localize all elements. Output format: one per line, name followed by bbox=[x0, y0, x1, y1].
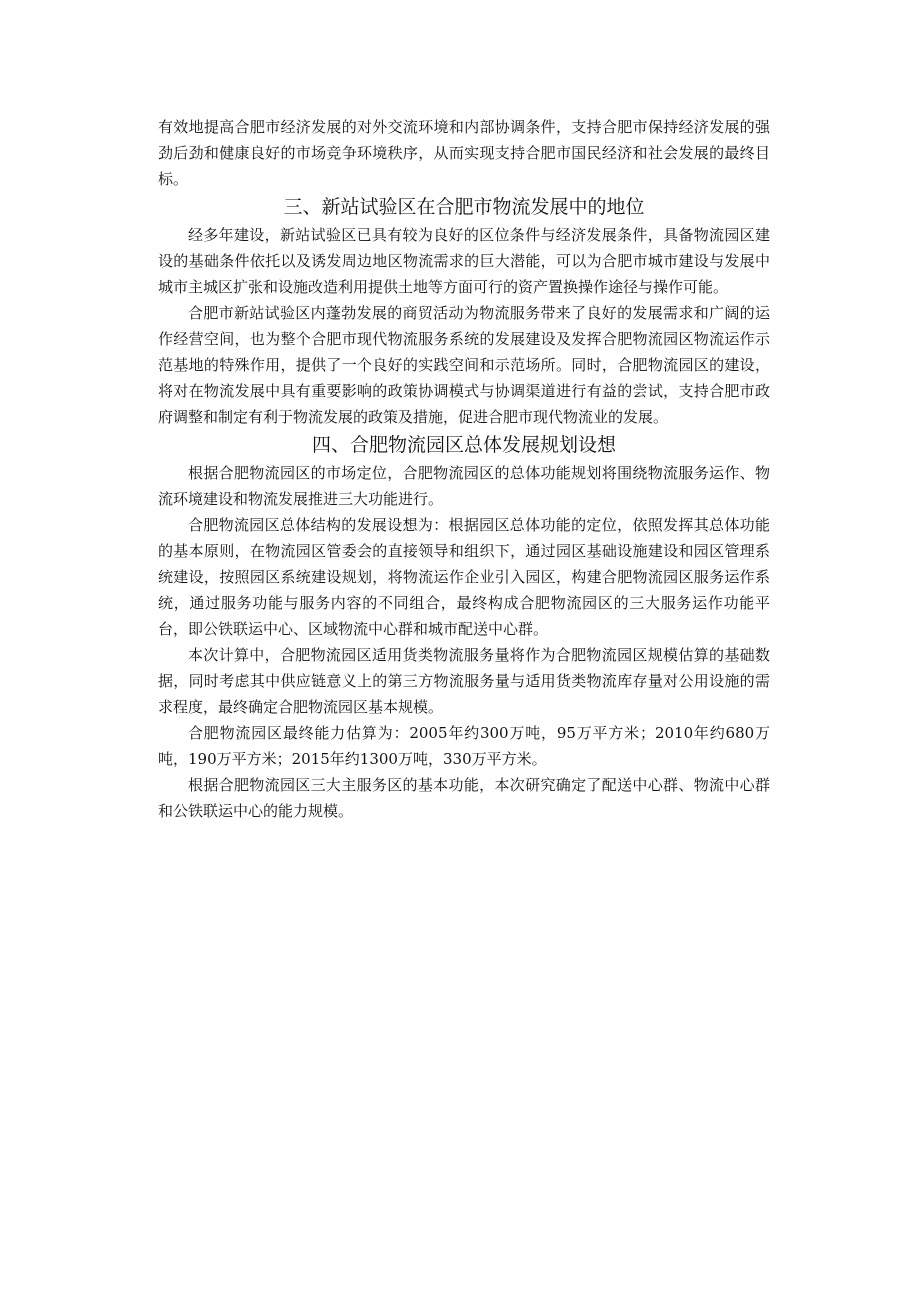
section-4-paragraph-1: 根据合肥物流园区的市场定位，合肥物流园区的总体功能规划将围绕物流服务运作、物流环境建设和物流发展推进三大功能进行。 bbox=[158, 464, 770, 508]
section-3-heading: 三、新站试验区在合肥市物流发展中的地位 bbox=[283, 196, 645, 218]
document-page bbox=[158, 114, 770, 824]
section-3-paragraph-2: 合肥市新站试验区内蓬勃发展的商贸活动为物流服务带来了良好的发展需求和广阔的运作经营空间，也为整个合肥市现代物流服务系统的发展建设及发挥合肥物流园区物流运作示范基地的特殊作用，提供了一个良好的实践空间和示范场所。同时，合肥物流园区的建设，将对在物流发展中具有重要影响的政策协调模式与协调渠道进行有益的尝试，支持合肥市政府调整和制定有利于物流发展的政策及措施，促进合肥市现代物流业的发展。 bbox=[158, 304, 770, 426]
section-3-paragraph-1: 经多年建设，新站试验区已具有较为良好的区位条件与经济发展条件，具备物流园区建设的基础条件依托以及诱发周边地区物流需求的巨大潜能，可以为合肥市城市建设与发展中城市主城区扩张和设施改造利用提供土地等方面可行的资产置换操作途径与操作可能。 bbox=[158, 226, 770, 296]
section-4-paragraph-2: 合肥物流园区总体结构的发展设想为：根据园区总体功能的定位，依照发挥其总体功能的基本原则，在物流园区管委会的直接领导和组织下，通过园区基础设施建设和园区管理系统建设，按照园区系统建设规划，将物流运作企业引入园区，构建合肥物流园区服务运作系统，通过服务功能与服务内容的不同组合，最终构成合肥物流园区的三大服务运作功能平台，即公铁联运中心、区域物流中心群和城市配送中心群。 bbox=[158, 516, 770, 638]
section-4-paragraph-5: 根据合肥物流园区三大主服务区的基本功能，本次研究确定了配送中心群、物流中心群和公铁联运中心的能力规模。 bbox=[158, 776, 770, 820]
section-4-paragraph-3: 本次计算中，合肥物流园区适用货类物流服务量将作为合肥物流园区规模估算的基础数据，同时考虑其中供应链意义上的第三方物流服务量与适用货类物流库存量对公用设施的需求程度，最终确定合肥物流园区基本规模。 bbox=[158, 646, 770, 716]
section-4-paragraph-4: 合肥物流园区最终能力估算为：2005年约300万吨，95万平方米；2010年约680万吨，190万平方米；2015年约1300万吨，330万平方米。 bbox=[158, 724, 770, 768]
continued-paragraph: 有效地提高合肥市经济发展的对外交流环境和内部协调条件，支持合肥市保持经济发展的强劲后劲和健康良好的市场竞争环境秩序，从而实现支持合肥市国民经济和社会发展的最终目标。 bbox=[158, 118, 770, 188]
section-4-heading: 四、合肥物流园区总体发展规划设想 bbox=[311, 434, 616, 456]
